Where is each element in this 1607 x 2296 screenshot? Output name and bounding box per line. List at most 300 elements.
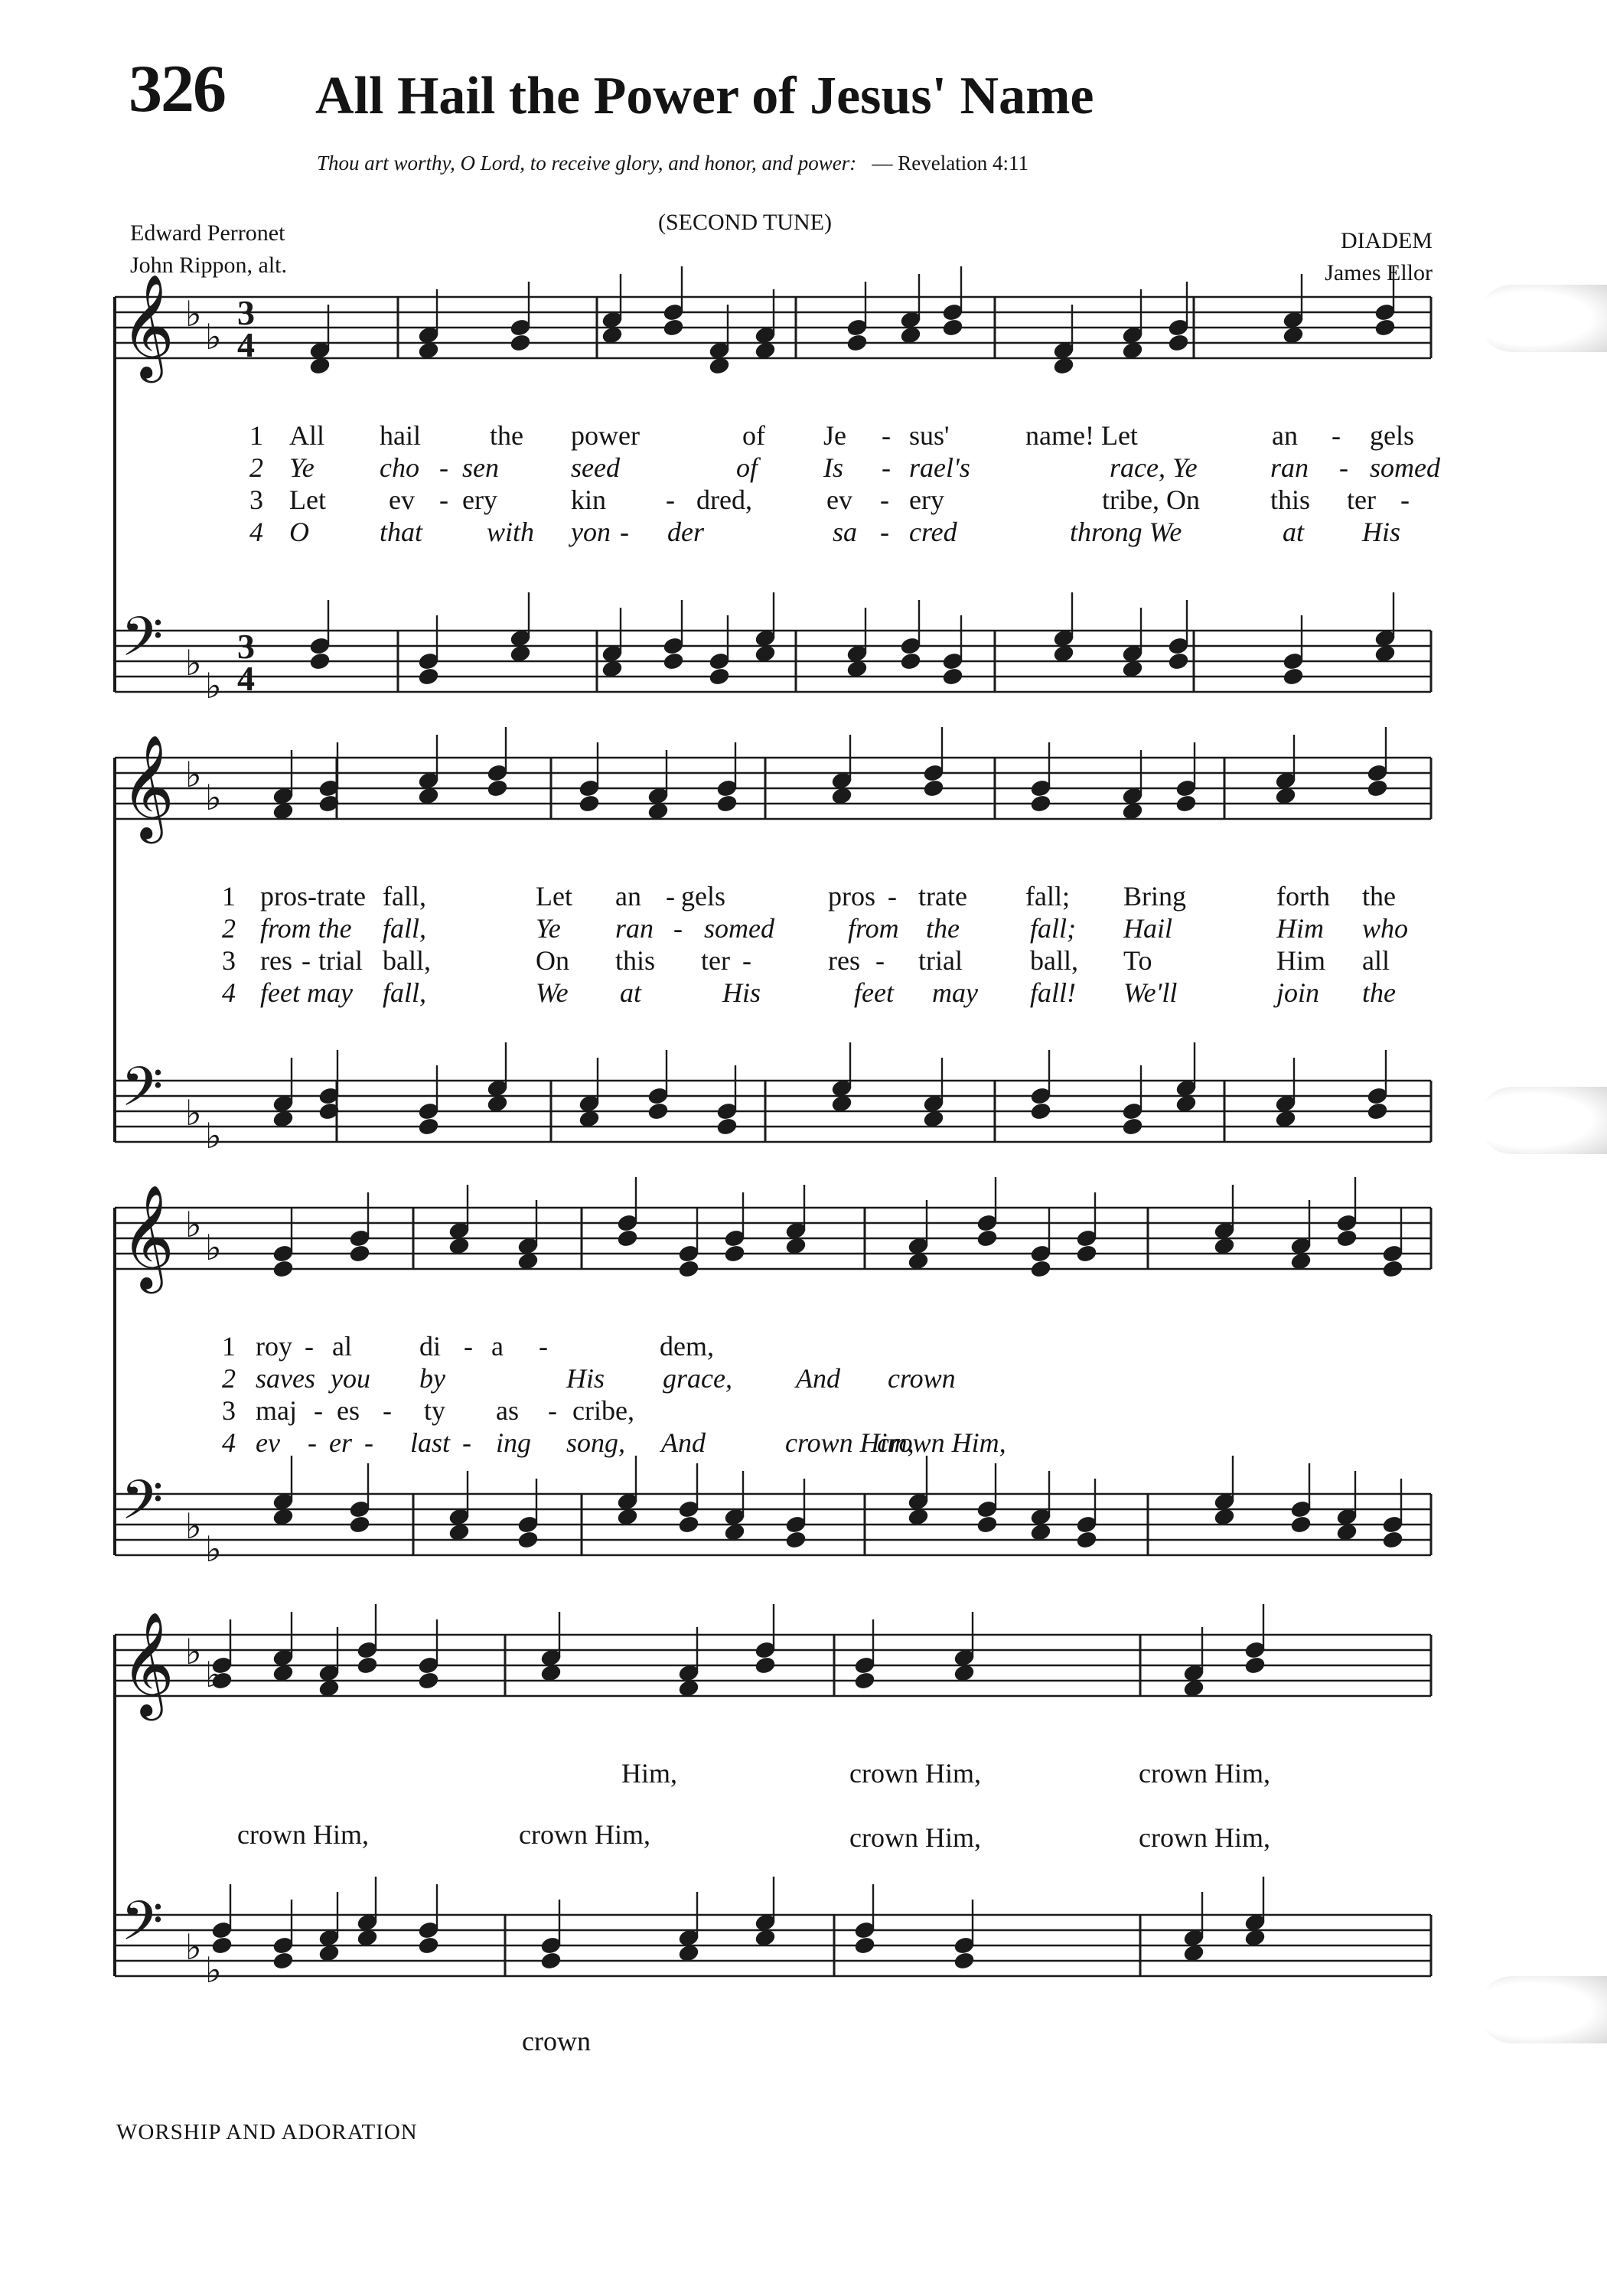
lyric-word: ran	[1270, 452, 1309, 483]
notehead	[418, 1117, 440, 1136]
notehead	[517, 1251, 539, 1270]
lyric-word: -	[462, 1427, 471, 1458]
notehead	[272, 1109, 295, 1128]
lyric-word: an	[1272, 420, 1298, 451]
notehead	[318, 1678, 341, 1698]
notehead	[1382, 1530, 1404, 1549]
notehead	[716, 794, 738, 813]
lyric-word: who	[1362, 913, 1409, 944]
epigraph-text: Thou art worthy, O Lord, to receive glory, and honor, and power:	[317, 152, 857, 174]
flat-icon: ♭	[205, 1528, 222, 1570]
lyric-word: tribe, On	[1102, 484, 1200, 515]
lyric-word: fall,	[383, 913, 427, 944]
notehead	[831, 786, 853, 805]
lyric-word: -	[364, 1427, 373, 1458]
notehead	[976, 1515, 999, 1534]
lyric-word: Bring	[1123, 881, 1187, 912]
lyric-word: cred	[909, 517, 957, 547]
notehead	[418, 1671, 440, 1690]
lyric-word: -	[742, 945, 751, 976]
tune-name: DIADEM	[1341, 228, 1433, 253]
notehead	[272, 1663, 295, 1682]
lyric-word: -	[439, 484, 448, 515]
lyric-word: the	[1362, 977, 1396, 1008]
notehead	[517, 1530, 539, 1549]
notehead	[1374, 318, 1397, 337]
lyric-word: fall;	[1030, 913, 1076, 944]
text-author: Edward Perronet	[130, 220, 285, 246]
epigraph-reference: — Revelation 4:11	[872, 152, 1028, 174]
lyric-word: crown Him,	[785, 1427, 914, 1458]
bass-clef-icon: 𝄢	[121, 1890, 164, 1966]
tune-label: (SECOND TUNE)	[658, 210, 832, 235]
notehead	[1175, 794, 1198, 813]
lyric-word: His	[1362, 517, 1401, 547]
lyric-word: All	[289, 420, 325, 451]
lyric-word: name! Let	[1025, 420, 1138, 451]
lyric-word: grace,	[663, 1363, 732, 1394]
lyric-word: a	[491, 1331, 504, 1362]
lyric-word: by	[419, 1363, 445, 1394]
notehead	[923, 1109, 945, 1128]
composer: James Ellor	[1325, 260, 1433, 285]
notehead	[1214, 1236, 1236, 1255]
lyric-word: fall!	[1030, 977, 1076, 1008]
lyric-word: dred,	[696, 484, 752, 515]
lyric-word: And	[796, 1363, 840, 1394]
notehead	[647, 1101, 670, 1120]
lyric-word: at	[620, 977, 642, 1008]
lyric-word: -	[305, 1331, 314, 1362]
lyric-word: ty	[424, 1395, 446, 1426]
flat-icon: ♭	[185, 1092, 202, 1133]
notehead	[487, 778, 509, 797]
notehead	[309, 651, 331, 670]
lyric-word: feet	[854, 977, 894, 1008]
notehead	[1183, 1943, 1205, 1962]
refrain-bass-word: crown	[522, 2026, 591, 2056]
time-signature-bottom: 4	[237, 659, 255, 698]
notehead	[272, 1951, 295, 1970]
notehead	[755, 1655, 777, 1675]
notehead	[448, 1522, 471, 1541]
lyric-word: feet may	[260, 977, 353, 1008]
notehead	[1122, 801, 1144, 820]
lyric-word: sus'	[909, 420, 950, 451]
lyric-word: somed	[704, 913, 774, 944]
lyric-word: join	[1276, 977, 1320, 1008]
notehead	[1283, 325, 1305, 344]
notehead	[272, 1259, 295, 1278]
notehead	[942, 318, 964, 337]
lyric-word: saves	[256, 1363, 315, 1394]
notehead	[755, 341, 777, 360]
notehead	[1175, 1094, 1198, 1113]
lyric-word: -	[1400, 484, 1410, 515]
notehead	[1168, 333, 1190, 352]
verse-number: 1	[222, 1331, 236, 1362]
lyric-word: trial	[318, 945, 363, 976]
lyric-word: ran	[615, 913, 654, 944]
lyric-word: song,	[566, 1427, 626, 1458]
lyric-word: ter	[701, 945, 730, 976]
notehead	[854, 1671, 876, 1690]
notehead	[1076, 1244, 1098, 1263]
lyric-word: the	[1362, 881, 1396, 912]
lyric-word: throng We	[1070, 517, 1182, 547]
lyric-word: the	[926, 913, 960, 944]
lyric-word: res	[260, 945, 292, 976]
lyric-word: Let	[536, 881, 572, 912]
treble-clef-icon: 𝄞	[121, 272, 174, 378]
notehead	[617, 1507, 639, 1526]
notehead	[900, 325, 922, 344]
hymn-number: 326	[129, 52, 225, 126]
notehead	[942, 667, 964, 686]
flat-icon: ♭	[205, 777, 222, 818]
lyric-word: Hail	[1123, 913, 1173, 944]
notehead	[908, 1507, 930, 1526]
verse-number: 1	[222, 881, 236, 912]
verse-number: 4	[249, 517, 263, 547]
lyric-word: We'll	[1123, 977, 1178, 1008]
flat-icon: ♭	[205, 1654, 222, 1695]
lyric-word: -	[439, 452, 448, 483]
staff-lines	[115, 297, 1431, 1976]
lyric-word: al	[332, 1331, 352, 1362]
lyric-word: may	[932, 977, 978, 1008]
lyric-word: dem,	[660, 1331, 714, 1362]
lyric-word: ter	[1347, 484, 1376, 515]
notehead	[1214, 1507, 1236, 1526]
flat-icon: ♭	[185, 1505, 202, 1547]
flat-icon: ♭	[205, 1227, 222, 1268]
section-footer: WORSHIP AND ADORATION	[116, 2120, 418, 2144]
lyric-word: -	[548, 1395, 557, 1426]
bass-clef-icon: 𝄢	[121, 605, 164, 682]
flat-icon: ♭	[185, 293, 202, 334]
lyric-word: the	[490, 420, 523, 451]
lyric-word: this	[1270, 484, 1311, 515]
lyric-word: -	[464, 1331, 473, 1362]
refrain-lower-3: crown Him,	[849, 1822, 981, 1853]
lyric-word: fall,	[383, 977, 427, 1008]
lyric-word: Ye	[289, 452, 315, 483]
lyric-word: -	[880, 517, 889, 547]
verse-number: 2	[222, 913, 236, 944]
notehead	[755, 644, 777, 663]
lyric-word: ery	[909, 484, 944, 515]
lyric-word: ball,	[383, 945, 431, 976]
treble-clef-icon: 𝄞	[121, 733, 174, 839]
flat-icon: ♭	[205, 1949, 222, 1991]
lyric-word: Ye	[536, 913, 561, 944]
lyric-word: -	[1332, 420, 1341, 451]
lyric-word: sen	[462, 452, 499, 483]
notehead	[1244, 1655, 1266, 1675]
notehead	[1122, 659, 1144, 678]
notehead	[357, 1655, 379, 1675]
bass-clef-icon: 𝄢	[121, 1469, 164, 1545]
notehead	[663, 318, 685, 337]
lyric-word: power	[571, 420, 640, 451]
notehead	[1183, 1678, 1205, 1698]
notehead	[647, 801, 670, 820]
lyric-word: fall,	[383, 881, 426, 912]
notehead	[1076, 1530, 1098, 1549]
notehead	[846, 659, 869, 678]
lyric-word: -	[308, 1427, 317, 1458]
notehead	[854, 1936, 876, 1955]
lyric-word: rael's	[909, 452, 970, 483]
notehead	[709, 667, 731, 686]
flat-icon: ♭	[185, 1204, 202, 1245]
verse-number: 2	[249, 452, 263, 483]
notehead	[418, 341, 440, 360]
notehead	[272, 1507, 295, 1526]
lyric-word: of	[742, 420, 765, 451]
notehead	[953, 1951, 976, 1970]
notehead	[1030, 1259, 1052, 1278]
lyric-word: sa	[833, 517, 858, 547]
notehead	[617, 1228, 639, 1247]
notehead	[1367, 778, 1389, 797]
lyric-word: And	[661, 1427, 706, 1458]
verse-number: 3	[222, 945, 236, 976]
notehead	[1122, 1117, 1144, 1136]
flat-icon: ♭	[185, 642, 202, 683]
refrain-lower-4: crown Him,	[1139, 1822, 1270, 1853]
lyric-word: -	[314, 1395, 323, 1426]
notehead	[418, 667, 440, 686]
notehead	[601, 325, 624, 344]
lyric-word: crown	[888, 1363, 956, 1394]
flat-icon: ♭	[205, 316, 222, 357]
notehead	[678, 1515, 700, 1534]
notehead	[1290, 1515, 1312, 1534]
lyric-word: pros	[828, 881, 875, 912]
refrain-lower-2: crown Him,	[519, 1819, 650, 1850]
notehead	[1168, 651, 1190, 670]
lyric-word: -	[666, 484, 675, 515]
text-reviser: John Rippon, alt.	[130, 253, 288, 278]
lyric-word: ing	[496, 1427, 532, 1458]
lyric-word: this	[615, 945, 656, 976]
lyric-word: an	[615, 881, 641, 912]
binder-hole-top	[1478, 285, 1607, 352]
notehead	[755, 1928, 777, 1947]
notehead	[785, 1236, 807, 1255]
notehead	[318, 1943, 341, 1962]
lyric-word: somed	[1370, 452, 1440, 483]
lyric-word: -	[880, 484, 889, 515]
lyric-word: ball,	[1030, 945, 1078, 976]
lyric-word: -	[383, 1395, 392, 1426]
notehead	[349, 1515, 371, 1534]
notehead	[831, 1094, 853, 1113]
refrain-upper-3: crown Him,	[1139, 1758, 1270, 1789]
treble-clef-icon: 𝄞	[121, 1183, 174, 1289]
lyric-word: Him	[1276, 913, 1324, 944]
lyric-word: er	[329, 1427, 352, 1458]
lyric-word: Je	[823, 420, 846, 451]
notehead	[540, 1663, 562, 1682]
notehead	[953, 1663, 976, 1682]
lyric-word: seed	[571, 452, 620, 483]
notehead	[1030, 1522, 1052, 1541]
lyric-word: trial	[918, 945, 963, 976]
notehead	[908, 1251, 930, 1270]
notehead	[1053, 356, 1075, 375]
notehead	[923, 778, 945, 797]
lyric-word: last	[410, 1427, 451, 1458]
lyric-word: His	[722, 977, 761, 1008]
lyric-word: race, Ye	[1110, 452, 1198, 483]
lyric-word: yon	[571, 517, 611, 547]
notehead	[1244, 1928, 1266, 1947]
time-signature-bottom: 4	[237, 325, 255, 364]
lyric-word: that	[380, 517, 423, 547]
lyric-word: gels	[681, 881, 725, 912]
binder-hole-middle	[1478, 1087, 1607, 1154]
lyric-word: -	[620, 517, 629, 547]
notehead	[900, 651, 922, 670]
verse-number: 2	[222, 1363, 236, 1394]
notehead	[418, 1936, 440, 1955]
notehead	[272, 801, 295, 820]
notehead	[678, 1259, 700, 1278]
verse-number: 3	[249, 484, 263, 515]
notehead	[1275, 786, 1297, 805]
lyric-word: with	[487, 517, 535, 547]
time-signature-top: 3	[237, 293, 255, 332]
bass-clef-icon: 𝄢	[121, 1055, 164, 1132]
lyric-word: ery	[462, 484, 497, 515]
lyric-word: of	[736, 452, 758, 483]
lyric-word: -	[1339, 452, 1348, 483]
lyric-word: forth	[1276, 881, 1330, 912]
notehead	[1336, 1228, 1358, 1247]
lyric-word: ev	[389, 484, 415, 515]
lyric-word: from	[848, 913, 899, 944]
binder-hole-bottom	[1478, 1976, 1607, 2043]
lyric-word: -	[302, 945, 311, 976]
lyric-word: ev	[826, 484, 852, 515]
flat-icon: ♭	[185, 754, 202, 795]
lyric-word: ev	[256, 1427, 280, 1458]
lyric-word: Is	[823, 452, 843, 483]
lyric-word: -	[666, 881, 675, 912]
lyric-word: Him	[1276, 945, 1326, 976]
notehead	[349, 1244, 371, 1263]
lyric-word: at	[1283, 517, 1305, 547]
lyric-word: crown Him,	[877, 1427, 1006, 1458]
notehead	[724, 1244, 746, 1263]
lyric-word: di	[419, 1331, 442, 1362]
notehead	[1382, 1259, 1404, 1278]
notehead	[448, 1236, 471, 1255]
lyric-word: trate	[918, 881, 967, 912]
refrain-upper-1: Him,	[621, 1758, 678, 1789]
notehead	[579, 794, 601, 813]
notehead	[1030, 1101, 1052, 1120]
verse-number: 3	[222, 1395, 236, 1426]
lyric-word: -	[673, 913, 683, 944]
notehead	[1122, 341, 1144, 360]
lyric-word: To	[1123, 945, 1152, 976]
notehead	[1367, 1101, 1389, 1120]
treble-clef-icon: 𝄞	[121, 1610, 174, 1716]
notehead	[1053, 644, 1075, 663]
notehead	[418, 786, 440, 805]
clefs	[121, 272, 255, 1991]
lyric-word: cribe,	[572, 1395, 634, 1426]
notehead	[540, 1951, 562, 1970]
notehead	[976, 1228, 999, 1247]
flat-icon: ♭	[185, 1631, 202, 1672]
lyric-word: On	[536, 945, 569, 976]
verse-number: 4	[222, 977, 236, 1008]
lyric-word: His	[566, 1363, 605, 1394]
notehead	[678, 1943, 700, 1962]
notehead	[724, 1522, 746, 1541]
lyric-word: you	[331, 1363, 370, 1394]
notehead	[1283, 667, 1305, 686]
lyric-word: Let	[289, 484, 326, 515]
lyric-word: maj	[256, 1395, 297, 1426]
notehead	[510, 333, 532, 352]
barlines	[115, 297, 1431, 1976]
notehead	[1290, 1251, 1312, 1270]
flat-icon: ♭	[205, 665, 222, 706]
refrain-lower-1: crown Him,	[237, 1819, 369, 1850]
lyric-word: kin	[571, 484, 607, 515]
lyric-word: as	[496, 1395, 519, 1426]
lyric-word: cho	[380, 452, 419, 483]
lyric-word: We	[536, 977, 569, 1008]
notehead	[357, 1928, 379, 1947]
lyric-word: -	[882, 420, 891, 451]
lyric-word: -	[539, 1331, 548, 1362]
flat-icon: ♭	[185, 1926, 202, 1968]
notehead	[487, 1094, 509, 1113]
notehead	[1275, 1109, 1297, 1128]
time-signature-top: 3	[237, 627, 255, 666]
notehead	[785, 1530, 807, 1549]
verse-number: 4	[222, 1427, 236, 1458]
lyric-word: der	[667, 517, 704, 547]
lyric-word: roy	[256, 1331, 292, 1362]
notehead	[1374, 644, 1397, 663]
lyric-word: hail	[380, 420, 421, 451]
notehead	[678, 1678, 700, 1698]
refrain-upper-2: crown Him,	[849, 1758, 981, 1789]
notehead	[846, 333, 869, 352]
lyric-word: -	[888, 881, 897, 912]
notehead	[510, 644, 532, 663]
lyric-word: res	[828, 945, 860, 976]
notehead	[716, 1117, 738, 1136]
lyric-word: es	[337, 1395, 360, 1426]
notehead	[1030, 794, 1052, 813]
notehead	[601, 659, 624, 678]
hymn-title: All Hail the Power of Jesus' Name	[315, 67, 1094, 126]
lyric-word: from the	[260, 913, 352, 944]
lyric-word: O	[289, 517, 309, 547]
lyric-word: gels	[1370, 420, 1414, 451]
lyric-word: all	[1362, 945, 1390, 976]
notehead	[1336, 1522, 1358, 1541]
